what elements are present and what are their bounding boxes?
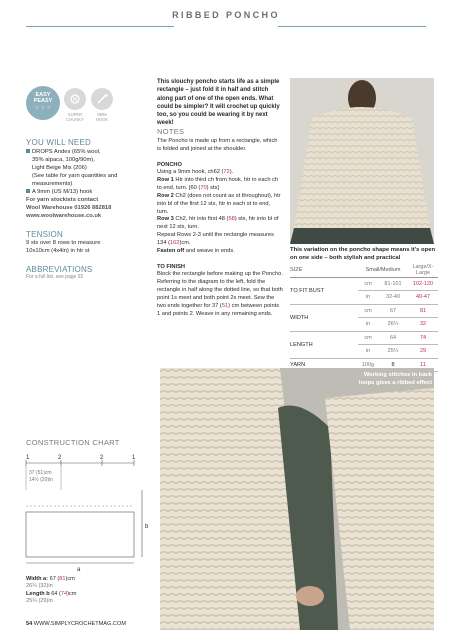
yarn-unit: 100g [358,358,378,372]
width-unit-in: in [358,318,378,332]
bullet-square-icon [26,149,30,153]
hook-size-badge [91,88,113,110]
seam-length-in: 14½ (20)in [29,477,53,483]
you-will-need-section [26,138,154,280]
row-2-label: Row 2 [157,192,176,199]
length-large-cm: 74 [408,331,438,345]
table-row [290,331,438,345]
row-1-end: ) sts] [206,185,219,192]
width-dimension [26,576,76,583]
length-dimension-in: 25¼ (29)in [26,598,53,605]
repeat-end: )cm. [179,240,191,247]
intro-paragraph: This slouchy poncho starts life as a simple rectangle – just fold it in half and stitch along part of one of the open ends. What could be simpler? It will crochet up quickly too, so you could be wearing it by next week! [157,79,280,127]
finish-large-value: 51 [221,302,229,309]
pattern-instructions [157,138,283,319]
fasten-off-label: Fasten off [157,247,185,254]
length-dimension-label: Length b [26,590,50,597]
point-1-left: 1 [26,455,30,461]
yarn-line-5: measurements) [32,181,73,187]
header-rule-left [26,26,174,27]
materials-item-yarn [26,148,154,156]
size-header-small: Small/Medium [358,264,408,277]
hook-text: A 9mm (US M/13) hook [32,189,93,195]
finish-heading: TO FINISH [157,263,186,270]
yarn-line-1: DROPS Andes (65% wool, [32,149,101,155]
row-2 [157,193,283,217]
width-small-in: 26¼ [378,318,408,332]
size-header-large: Large/X-Large [408,264,438,277]
width-large-in: 32 [408,318,438,332]
table-row [290,277,438,291]
size-table-header [290,264,438,277]
skill-level-line1: EASY [35,92,51,98]
rectangle-panel [26,512,134,557]
materials-item-hook [26,188,154,196]
row-1 [157,177,283,193]
length-b-label: b [145,524,149,530]
row-3-large-value: 58 [228,216,235,223]
finish-text-2 [157,279,283,318]
hook-caption-line1: 9MM [97,112,107,117]
yarn-caption-line1: SUPER [67,112,83,117]
stockist-url[interactable]: www.woolwarehouse.co.uk [26,213,102,219]
length-small-cm: 64 [378,331,408,345]
yarn-small: 8 [378,358,408,372]
yarn-weight-badge [64,88,86,110]
photo1-caption: This variation on the poncho shape means it’s open on one side – both stylish and practical [290,247,436,261]
bust-large-cm: 102-120 [408,277,438,291]
point-1-right: 1 [132,455,136,461]
yarn-line-2: 35% alpaca, 100g/90m), [32,157,95,163]
bust-label: TO FIT BUST [290,277,358,304]
photo2-caption: Working stitches in back loops gives a ribbed effect [358,372,432,386]
chart-dimensions [26,576,76,606]
width-dimension-unit: )cm [65,576,75,582]
ribbed-detail-photo [160,368,434,630]
construction-diagram [20,450,154,574]
fasten-off-text: and weave in ends. [184,247,235,254]
tension-heading: TENSION [26,230,63,239]
page-footer [26,621,126,627]
header-rule-right [278,26,426,27]
yarn-line-3: Light Beige Mix (206) [32,165,87,171]
poncho-back-photo [290,78,434,244]
bust-unit-cm: cm [358,277,378,291]
length-dimension [26,591,76,598]
row-1-text: Htr into third ch from hook, htr in each ch to end, turn. [60 ( [157,177,279,192]
width-large-cm: 81 [408,304,438,318]
poncho-back-illustration [290,78,434,244]
finish-text-1: Block the rectangle before making up the Poncho. [157,271,283,278]
poncho-heading: PONCHO [157,161,182,168]
size-header-size: SIZE [290,264,358,277]
hook-caption-line2: HOOK [95,117,109,122]
width-dimension-in: 26¼ (32)in [26,583,53,590]
row-2-text: Ch2 (does not count as st throughout), htr into bl of the first 12 sts, htr in each st to end, turn. [157,192,281,215]
width-small-cm: 67 [378,304,408,318]
table-row [290,304,438,318]
bust-small-in: 32-40 [378,291,408,305]
construction-chart-heading: CONSTRUCTION CHART [26,438,120,447]
crochet-hook-icon [91,88,113,110]
foundation-text: Using a 9mm hook, ch62 ( [157,169,224,176]
bust-unit-in: in [358,291,378,305]
star-icons: ☆ ☆ ☆ [34,105,52,111]
skill-level-badge [26,86,60,120]
length-unit-in: in [358,345,378,359]
width-dimension-value: 67 ( [49,576,60,582]
size-table [290,264,438,372]
length-label: LENGTH [290,331,358,358]
yarn-large: 11 [408,358,438,372]
width-a-label: a [77,567,81,573]
skill-level-line2: PEASY [33,98,53,104]
foundation-large-value: 72 [223,169,230,176]
point-2-right: 2 [100,455,104,461]
repeat-large-value: 162 [169,240,180,247]
stockist-line-1: For yarn stockists contact [26,197,99,203]
length-dimension-unit: )cm [67,590,77,597]
page-number: 54 [26,621,33,627]
row-3 [157,216,283,232]
you-will-need-heading: YOU WILL NEED [26,138,91,147]
repeat-instruction [157,232,283,248]
row-3-text: Ch2, htr into first 48 ( [175,216,229,223]
page-title: RIBBED PONCHO [172,10,280,20]
notes-text: The Poncho is made up from a rectangle, which is folded and joined at the shoulder. [157,138,278,152]
point-2-left: 2 [58,455,62,461]
yarn-weight-caption [60,112,90,122]
fasten-off [157,248,283,256]
abbreviations-note: For a full list, see page 92 [26,274,84,280]
stockist-line-2: Wool Warehouse 01926 882818 [26,205,112,211]
bust-small-cm: 81-101 [378,277,408,291]
seam-length-cm: 37 (51)cm [29,470,52,476]
width-unit-cm: cm [358,304,378,318]
foundation-end: ). [229,169,234,176]
bust-large-in: 40-47 [408,291,438,305]
footer-url[interactable]: WWW.SIMPLYCROCHETMAG.COM [33,621,126,627]
finish-text-2b: ) cm between points 1 and points 2. Weave in any remaining ends. [157,302,280,317]
tension-line-1: 9 sts over 8 rows to measure [26,240,101,246]
foundation-chain [157,169,283,177]
row-1-label: Row 1 [157,177,176,184]
ribbed-detail-illustration [160,368,434,630]
row-3-label: Row 3 [157,216,176,223]
row-1-large-value: 70 [200,185,207,192]
repeat-text: Repeat Rows 2-3 until the rectangle measures 134 ( [157,232,274,247]
hook-size-caption [87,112,117,122]
notes-heading: NOTES [157,127,185,136]
row-3-end: ) sts, htr into bl of next 12 sts, turn. [157,216,279,231]
length-dimension-value: 64 ( [51,590,61,597]
length-unit-cm: cm [358,331,378,345]
yarn-ball-icon [64,88,86,110]
length-dimension-large: 74 [60,590,68,597]
finish-text-2a: Referring to the diagram to the left, fold the rectangle in half along the dotted line, so that both point 1s meet and both point 2s meet. Sew the two ends together for 37 ( [157,279,283,309]
abbreviations-heading: ABBREVIATIONS [26,265,93,274]
yarn-caption-line2: CHUNKY [66,117,84,122]
length-large-in: 29 [408,345,438,359]
yarn-line-4: (See table for yarn quantities and [32,173,118,179]
width-dimension-label: Width a: [26,576,49,582]
tension-line-2: 10x10cm (4x4in) in htr st [26,248,90,254]
bullet-square-icon [26,189,30,193]
width-label: WIDTH [290,304,358,331]
yarn-label: YARN [290,358,358,372]
width-dimension-large: 81 [59,576,66,582]
length-small-in: 25¼ [378,345,408,359]
